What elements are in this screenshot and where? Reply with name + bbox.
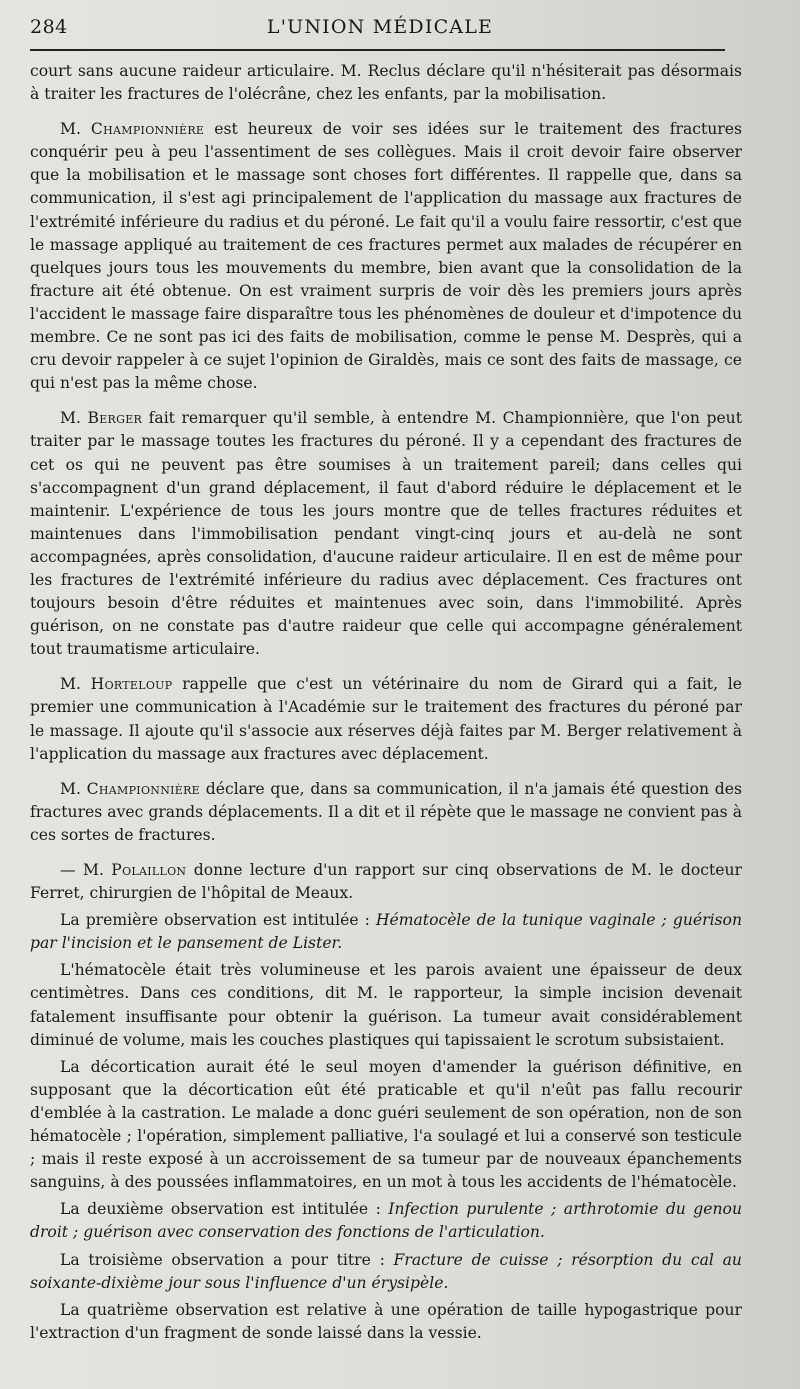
paragraph	[30, 959, 742, 1051]
paragraph-text: est heureux de voir ses idées sur le traitement des fractures conquérir peu à peu l'assentiment de ses collègues. Mais il croit devoir faire observer que la mobilisation et le massage sont choses fort différentes. Il rappelle que, dans sa communication, il s'est agi principalement de l'application du massage aux fractures de l'extrémité inférieure du radius et du péroné. Le fait qu'il a voulu faire ressortir, c'est que le massage appliqué au traitement de ces fractures permet aux malades de récupérer en quelques jours tous les mouvements du membre, bien avant que la consolidation de la fracture ait été obtenue. On est vraiment surpris de voir dès les premiers jours après l'accident le massage faire disparaître tous les phénomènes de douleur et d'impotence du membre. Ce ne sont pas ici des faits de mobilisation, comme le pense M. Desprès, qui a cru devoir rappeler à ce sujet l'opinion de Giraldès, mais ce sont des faits de massage, ce qui n'est pas la même chose.	[30, 120, 742, 393]
paragraph	[30, 1198, 742, 1244]
paragraph-text: La troisième observation a pour titre :	[60, 1250, 394, 1269]
speaker-lead: M.	[60, 409, 88, 428]
speaker-lead: M.	[60, 779, 87, 798]
speaker-lead: M.	[60, 675, 91, 694]
paragraph	[30, 778, 742, 847]
header-rule	[30, 49, 725, 51]
journal-title: L'UNION MÉDICALE	[266, 16, 494, 38]
paragraph	[30, 118, 742, 395]
paragraph	[30, 1056, 742, 1195]
observation-title: Infection purulente ; arthrotomie du genou droit ; guérison avec conservation des fonctions de l'articulation.	[30, 1200, 742, 1242]
speaker-name: Berger	[87, 409, 143, 428]
speaker-name: Horteloup	[90, 675, 173, 694]
paragraph-text: La décortication aurait été le seul moyen d'amender la guérison définitive, en supposant que la décortication eût été praticable et qu'il n'eût pas fallu recourir d'emblée à la castration. Le malade a donc guéri seulement de son opération, non de son hématocèle ; l'opération, simplement palliative, l'a soulagé et lui a conservé son testicule ; mais il reste exposé à un accroissement de sa tumeur par de nouveaux épanchements sanguins, à des poussées inflammatoires, en un mot à tous les accidents de l'hématocèle.	[30, 1057, 742, 1192]
paragraph	[30, 1299, 742, 1345]
paragraph	[30, 859, 742, 905]
paragraph	[30, 1249, 742, 1295]
speaker-name: Polaillon	[111, 861, 187, 879]
page-number: 284	[30, 16, 68, 38]
paragraph-text: La première observation est intitulée :	[60, 911, 376, 930]
speaker-name: Championnière	[90, 120, 205, 139]
paragraph-text: donne lecture d'un rapport sur cinq observations de M. le docteur Ferret, chirurgien de l'hôpital de Meaux.	[30, 861, 742, 903]
article-body	[30, 60, 742, 1345]
paragraph-text: court sans aucune raideur articulaire. M. Reclus déclare qu'il n'hésiterait pas désormais à traiter les fractures de l'olécrâne, chez les enfants, par la mobilisation.	[30, 62, 742, 104]
paragraph	[30, 673, 742, 765]
paragraph	[30, 407, 742, 661]
paragraph-text: L'hématocèle était très volumineuse et les parois avaient une épaisseur de deux centimètres. Dans ces conditions, dit M. le rapporteur, la simple incision devenait fatalement insuffisante pour obtenir la guérison. La tumeur avait considérablement diminué de volume, mais les couches plastiques qui tapissaient le scrotum subsistaient.	[30, 961, 742, 1049]
page-header	[30, 16, 730, 46]
paragraph-text: fait remarquer qu'il semble, à entendre M. Championnière, que l'on peut traiter par le massage toutes les fractures du péroné. Il y a cependant des fractures de cet os qui ne peuvent pas être soumises à un traitement pareil; dans celles qui s'accompagnent d'un grand déplacement, il faut d'abord réduire le déplacement et le maintenir. L'expérience de tous les jours montre que de telles fractures réduites et maintenues dans l'immobilisation pendant vingt-cinq jours et au-delà ne sont accompagnées, après consolidation, d'aucune raideur articulaire. Il en est de même pour les fractures de l'extrémité inférieure du radius avec déplacement. Ces fractures ont toujours besoin d'être réduites et maintenues avec soin, dans l'immobilité. Après guérison, on ne constate pas d'autre raideur que celle qui accompagne généralement tout traumatisme articulaire.	[30, 409, 742, 659]
paragraph	[30, 60, 742, 106]
paragraph-text: déclare que, dans sa communication, il n'a jamais été question des fractures avec grands déplacements. Il a dit et il répète que le massage ne convient pas à ces sortes de fractures.	[30, 779, 742, 844]
speaker-lead: M.	[60, 120, 91, 139]
paragraph-text: La quatrième observation est relative à une opération de taille hypogastrique pour l'extraction d'un fragment de sonde laissé dans la vessie.	[30, 1300, 742, 1342]
speaker-name: Championnière	[86, 779, 201, 798]
observation-title: Hématocèle de la tunique vaginale ; guérison par l'incision et le pansement de Lister.	[30, 911, 742, 953]
paragraph-text: rappelle que c'est un vétérinaire du nom de Girard qui a fait, le premier une communication à l'Académie sur le traitement des fractures du péroné par le massage. Il ajoute qu'il s'associe aux réserves déjà faites par M. Berger relativement à l'application du massage aux fractures avec déplacement.	[30, 675, 742, 763]
speaker-lead: — M.	[60, 861, 112, 879]
paragraph	[30, 909, 742, 955]
observation-title: Fracture de cuisse ; résorption du cal au soixante-dixième jour sous l'influence d'un érysipèle.	[30, 1250, 742, 1292]
paragraph-text: La deuxième observation est intitulée :	[60, 1200, 389, 1219]
